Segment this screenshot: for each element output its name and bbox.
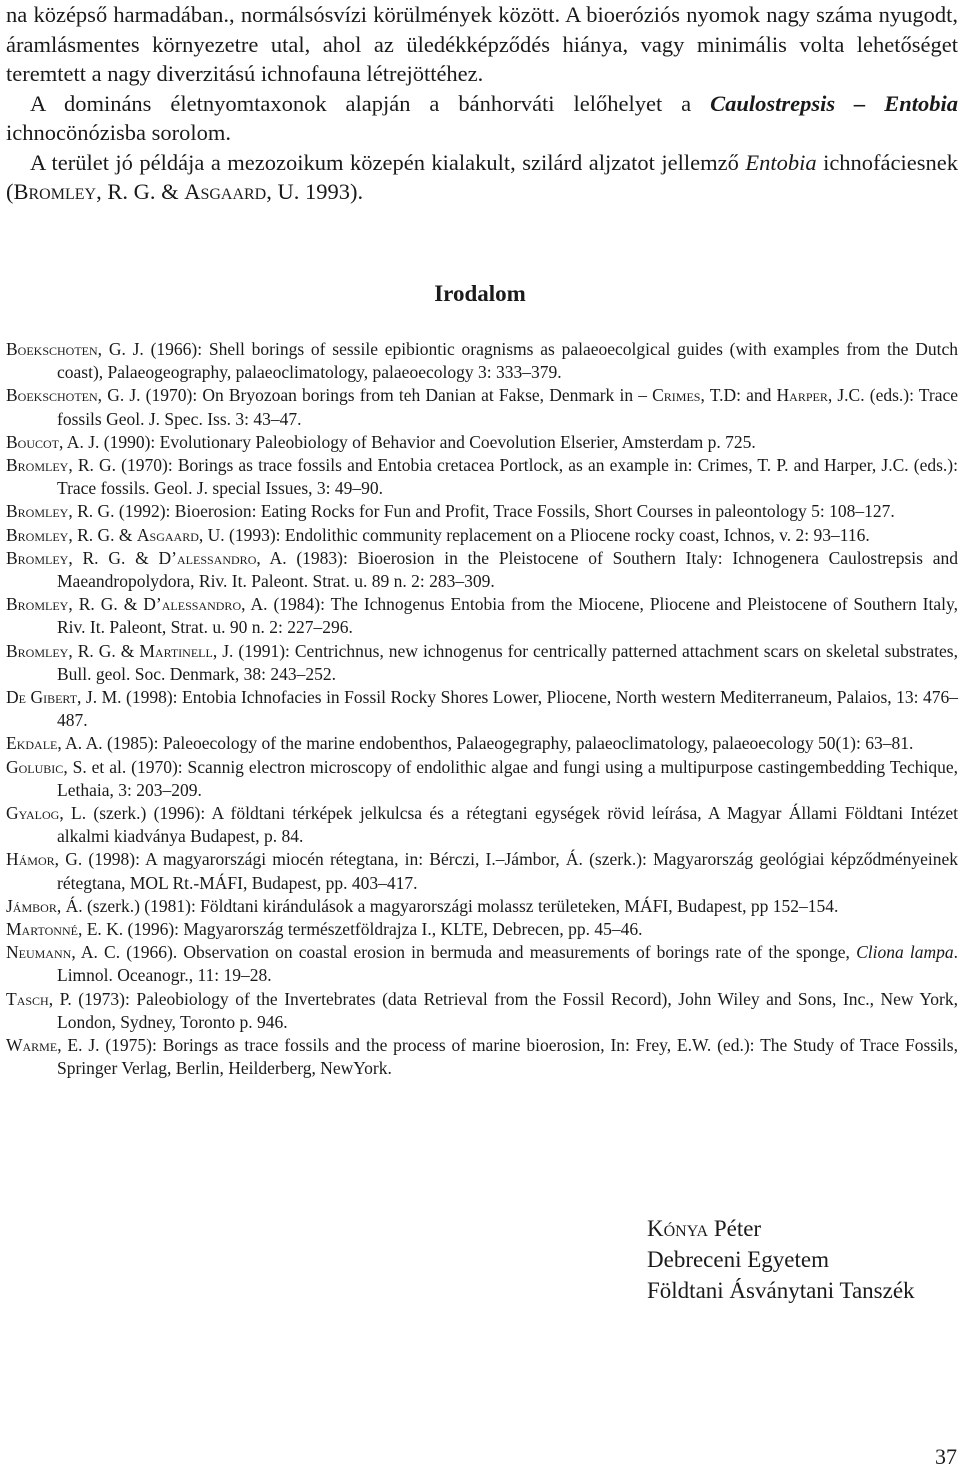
page-number: 37 [935, 1444, 957, 1469]
reference-author: Martinell [139, 640, 213, 661]
reference-entry [6, 524, 958, 547]
reference-text: , J. (1991): Centrichnus, new ichnogenus for centrically patterned attachment scars on skeletal substrates, Bull. geol. Soc. Denmark, 38: 243–252. [57, 640, 958, 684]
reference-author: Bromley [6, 455, 69, 476]
paragraph-text-segment: ichnofáciesnek ( [6, 149, 959, 204]
reference-text: , J. M. (1998): Entobia Ichnofacies in Fossil Rocky Shores Lower, Pliocene, North western Mediterraneum, Palaios, 13: 476–487. [57, 687, 958, 731]
reference-entry [6, 1034, 958, 1080]
reference-entry [6, 640, 958, 686]
body-paragraph [6, 89, 958, 148]
author-department: Földtani Ásványtani Tanszék [647, 1278, 915, 1303]
reference-author: Ekdale [6, 733, 58, 754]
paragraph-text-segment: A domináns életnyomtaxonok alapján a bánhorváti lelőhelyet a [30, 90, 711, 116]
reference-text: , U. (1993): Endolithic community replacement on a Pliocene rocky coast, Ichnos, v. 2: 93–116. [198, 524, 870, 545]
reference-author: Harper [776, 385, 828, 406]
reference-author: Bromley [6, 594, 69, 615]
body-paragraph [6, 148, 958, 207]
reference-text: , J.C. (eds.): Trace fossils Geol. J. Spec. Iss. 3: 43–47. [57, 385, 958, 429]
reference-text: , R. G. & [68, 524, 137, 545]
reference-author: D’alessandro [143, 594, 242, 615]
reference-entry [6, 686, 958, 732]
reference-text: , R. G. & [68, 594, 144, 615]
reference-text: . Limnol. Oceanogr., 11: 19–28. [57, 942, 958, 986]
reference-entry [6, 431, 958, 454]
references-heading: Irodalom [434, 281, 526, 306]
paragraph-text-segment: Bromley [13, 179, 97, 204]
reference-author: Boekschoten [6, 385, 98, 406]
reference-text: , R. G. (1970): Borings as trace fossils and Entobia cretacea Portlock, as an example in: Crimes, T. P. and Harper, J.C. (eds.): Trace fossils. Geol. J. special Issues, 3: 49–90. [57, 455, 958, 499]
body-paragraph [6, 0, 958, 89]
reference-author: Bromley [6, 547, 69, 568]
reference-author: Jámbor [6, 895, 57, 916]
reference-entry [6, 756, 958, 802]
reference-entry [6, 732, 958, 755]
reference-text: , L. (szerk.) (1996): A földtani térképek jelkulcsa és a rétegtani egységek rövid leírása, A Magyar Állami Földtani Intézet alkalmi kiadványa Budapest, p. 84. [57, 803, 958, 847]
reference-author: Bromley [6, 640, 69, 661]
reference-text: , R. G. (1992): Bioerosion: Eating Rocks for Fun and Profit, Trace Fossils, Short Courses in paleontology 5: 108–127. [68, 501, 895, 522]
reference-author: Boekschoten [6, 339, 98, 359]
paragraph-text-segment: , U. 1993). [266, 179, 364, 204]
reference-text: , E. K. (1996): Magyarország természetföldrajza I., KLTE, Debrecen, pp. 45–46. [77, 919, 643, 940]
reference-entry [6, 338, 958, 384]
body-text [6, 0, 958, 207]
paragraph-text-segment: Caulostrepsis – Entobia [710, 90, 958, 116]
reference-entry [6, 384, 958, 430]
paragraph-text-segment: ichnocönózisba sorolom. [6, 120, 231, 145]
paragraph-text-segment: Asgaard [184, 179, 267, 204]
reference-text: , R. G. & [68, 640, 140, 661]
reference-text: , G. J. (1970): On Bryozoan borings from teh Danian at Fakse, Denmark in – [97, 385, 653, 406]
reference-text: , G. (1998): A magyarországi miocén rétegtana, in: Bérczi, I.–Jámbor, Á. (szerk.): Magyarország geológiai képződményeinek rétegtana, MOL Rt.-MÁFI, Budapest, pp. 403–417. [54, 849, 958, 893]
reference-entry [6, 593, 958, 639]
reference-list [6, 338, 958, 1081]
reference-author: Warme [6, 1035, 58, 1056]
reference-text: , R. G. & [68, 547, 159, 568]
reference-entry [6, 988, 958, 1034]
reference-text: , A. (1983): Bioerosion in the Pleistocene of Southern Italy: Ichnogenera Caulostrepsis and Maeandropolydora, Riv. It. Paleont. Strat. u. 89 n. 2: 283–309. [57, 547, 958, 592]
paragraph-text-segment: A terület jó példája a mezozoikum közepén kialakult, szilárd aljzatot jellemző [30, 149, 746, 175]
reference-entry [6, 895, 958, 918]
author-institution: Debreceni Egyetem [647, 1247, 829, 1272]
reference-text: , A. C. (1966). Observation on coastal erosion in bermuda and measurements of borings rate of the sponge, [71, 942, 857, 963]
reference-author: Neumann [6, 942, 72, 963]
reference-author: D’alessandro [158, 547, 257, 568]
author-name [647, 1213, 915, 1244]
reference-entry [6, 500, 958, 523]
reference-text: , G. J. (1966): Shell borings of sessile epibiontic oragnisms as palaeoecolgical guides (with examples from the Dutch coast), Palaeogeography, palaeoclimatology, palaeoecology 3: 333–379. [57, 339, 958, 383]
reference-entry [6, 802, 958, 848]
reference-text: , E. J. (1975): Borings as trace fossils and the process of marine bioerosion, In: Frey, E.W. (ed.): The Study of Trace Fossils, Springer Verlag, Berlin, Heilderberg, NewYork. [57, 1035, 958, 1079]
author-signature [647, 1213, 915, 1306]
reference-entry [6, 547, 958, 593]
reference-text: , A. J. (1990): Evolutionary Paleobiology of Behavior and Coevolution Elserier, Amsterdam p. 725. [59, 431, 756, 452]
reference-author: Bromley [6, 524, 69, 545]
paragraph-text-segment: Entobia [745, 149, 817, 175]
reference-author: Asgaard [136, 524, 199, 545]
reference-author: Hámor [6, 849, 55, 870]
paragraph-text-segment: , R. G. & [96, 179, 185, 204]
author-given-name: Péter [708, 1216, 762, 1241]
reference-author: Golubic [6, 756, 64, 777]
reference-entry [6, 848, 958, 894]
reference-entry [6, 941, 958, 987]
reference-text: , Á. (szerk.) (1981): Földtani kirándulások a magyarországi molassz területeken, MÁFI, Budapest, pp 152–154. [56, 895, 839, 916]
reference-author: Martonné [6, 919, 78, 940]
reference-author: De Gibert [6, 687, 78, 708]
reference-author: Bromley [6, 501, 69, 522]
reference-text: , P. (1973): Paleobiology of the Invertebrates (data Retrieval from the Fossil Record), John Wiley and Sons, Inc., New York, London, Sydney, Toronto p. 946. [48, 988, 958, 1032]
author-surname: Kónya [647, 1216, 709, 1241]
reference-text: Cliona lampa [856, 942, 954, 963]
reference-author: Boucot [6, 431, 60, 452]
reference-text: , T.D: and [700, 385, 777, 406]
reference-author: Gyalog [6, 803, 60, 824]
reference-entry [6, 918, 958, 941]
reference-text: , A. A. (1985): Paleoecology of the marine endobenthos, Palaeogegraphy, palaeoclimatology, palaeoecology 50(1): 63–81. [57, 733, 914, 754]
reference-text: , S. et al. (1970): Scannig electron microscopy of endolithic algae and fungi using a multipurpose castingembedding Techique, Lethaia, 3: 203–209. [57, 756, 958, 800]
reference-entry [6, 454, 958, 500]
reference-author: Tasch [6, 988, 49, 1009]
paragraph-text-segment: na középső harmadában., normálsósvízi körülmények között. A bioeróziós nyomok nagy száma nyugodt, áramlásmentes környezetre utal, ahol az üledékképződés hiánya, vagy minimális volta lehetőséget teremtett a nagy diverzitású ichnofauna létrejöttéhez. [6, 2, 958, 86]
reference-author: Crimes [652, 385, 701, 406]
reference-text: , A. (1984): The Ichnogenus Entobia from the Miocene, Pliocene and Pleistocene of Southern Italy, Riv. It. Paleont, Strat. u. 90 n. 2: 227–296. [57, 594, 958, 638]
